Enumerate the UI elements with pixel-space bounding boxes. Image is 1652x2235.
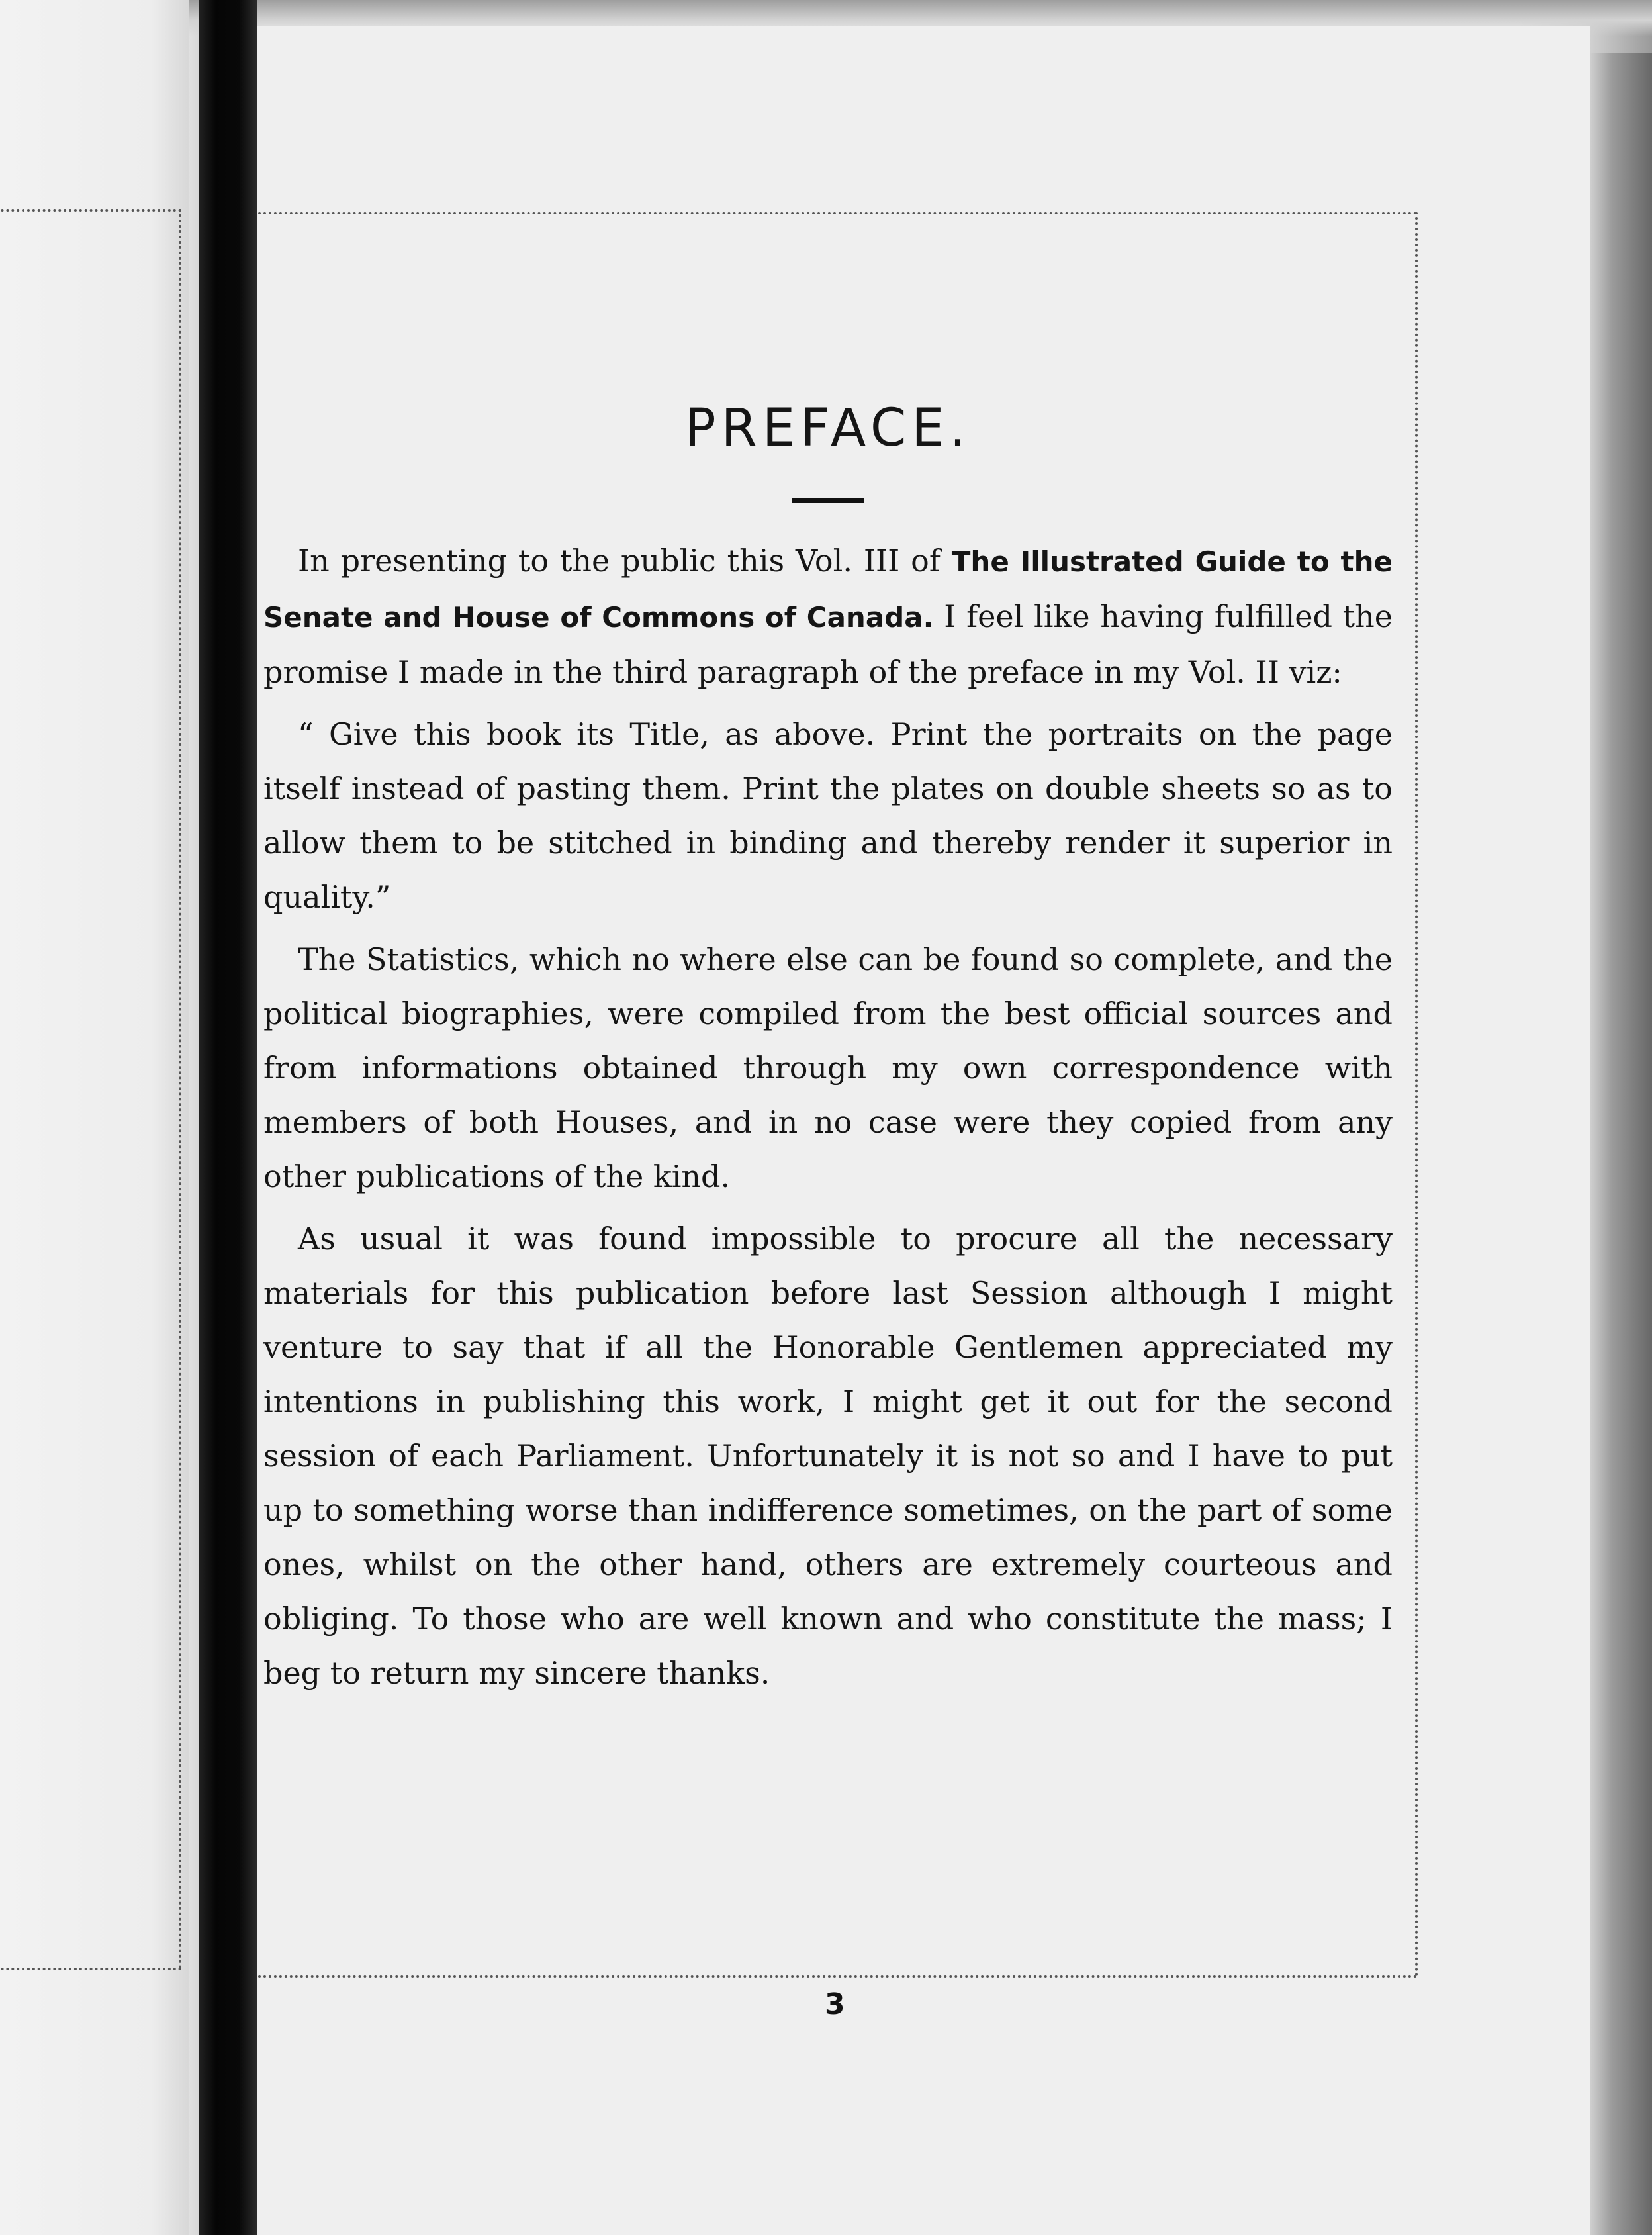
preface-paragraph-1 [263,534,1393,699]
preface-quote-paragraph: “ Give this book its Title, as above. Print the portraits on the page itself instead of pasting them. Print the plates on double sheets so as to allow them to be stitched in binding and thereby render it superior in quality.” [263,716,1393,915]
page-title: PREFACE. [684,399,972,458]
left-page-dotted-border [0,209,181,1970]
paragraph-1-intro: In presenting to the public this Vol. III of [298,543,941,579]
paragraph-1-rest: I feel like having fulfilled the promise I made in the third paragraph of the preface in my Vol. II viz: [263,598,1393,690]
book-title-reference: The Illustrated Guide to the Senate and House of Commons of Canada. [263,546,1393,634]
preface-text-area [263,399,1393,1700]
title-underline [792,498,864,503]
preface-paragraph-4: As usual it was found impossible to procure all the necessary materials for this publication before last Session although I might venture to say that if all the Honorable Gentlemen appreciated my intentions in publishing this work, I might get it out for the second session of each Parliament. Unfortunately it is not so and I have to put up to something worse than indifference sometimes, on the part of some ones, whilst on the other hand, others are extremely courteous and obliging. To those who are well known and who constitute the mass; I beg to return my sincere thanks. [263,1221,1393,1691]
page-number: 3 [825,1987,845,2021]
book-spine-shadow [199,0,257,2235]
right-page-edge-shadow [1590,53,1652,2235]
preface-paragraph-3: The Statistics, which no where else can be found so complete, and the political biographies, were compiled from the best official sources and from informations obtained through my own correspondence with members of both Houses, and in no case were they copied from any other publications of the kind. [263,941,1393,1194]
